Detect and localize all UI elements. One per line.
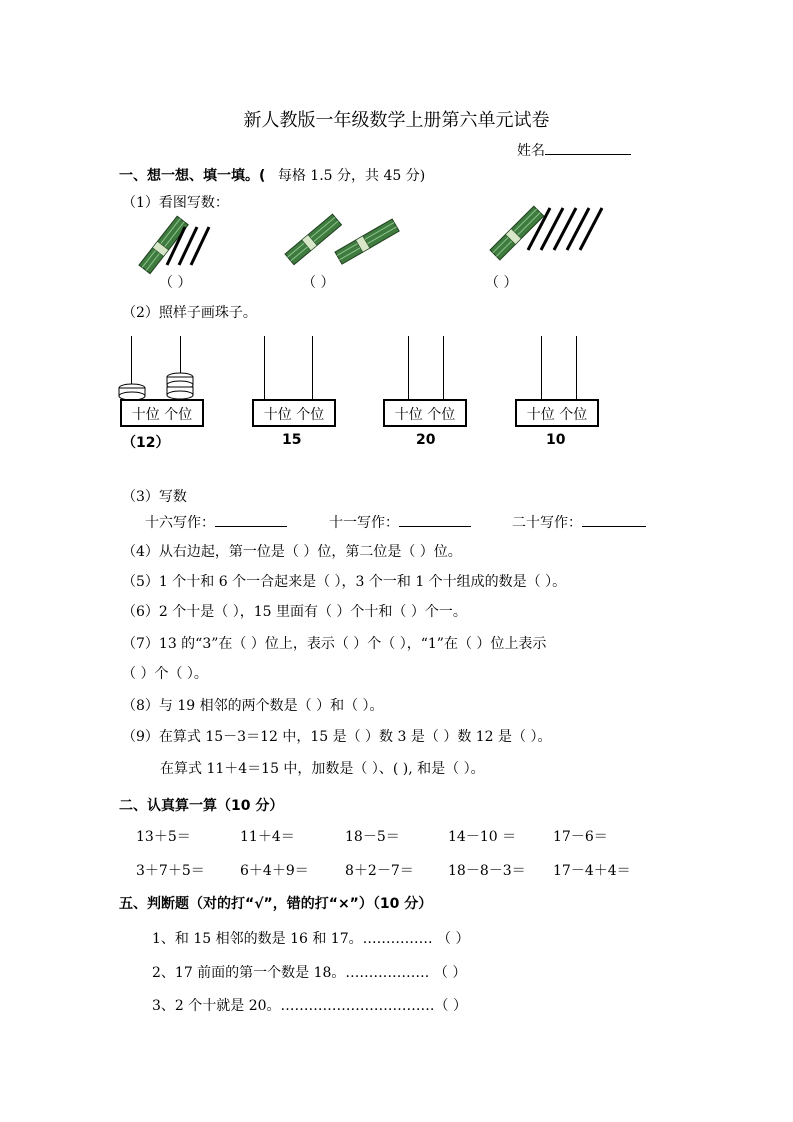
q1-blank-2[interactable]: （ ） [302,275,335,291]
calc-r2-4[interactable]: 18－8－3＝ [448,863,526,879]
q7-text-line2: （ ）个（ ）。 [122,666,208,682]
q3-label: （3）写数 [122,489,187,505]
q4-text: （4）从右边起，第一位是（ ）位，第二位是（ ）位。 [122,544,462,560]
q5-text: （5）1 个十和 6 个一合起来是（ ），3 个一和 1 个十组成的数是（ ）。 [122,574,567,590]
judge-item-2[interactable]: 2、17 前面的第一个数是 18。……………… （ ） [152,965,467,981]
bundle-2-image [283,210,403,260]
page-title: 新人教版一年级数学上册第六单元试卷 [243,110,550,131]
section5-heading: 五、判断题（对的打“√”，错的打“×”）（10 分） [119,896,433,912]
abacus2-number: 15 [282,432,302,448]
calc-r2-5[interactable]: 17－4＋4＝ [553,863,631,879]
q3-item-3[interactable]: 二十写作： [512,512,646,532]
judge-item-1[interactable]: 1、和 15 相邻的数是 16 和 17。…………… （ ） [152,931,470,947]
abacus4-tens-rod[interactable] [541,336,542,400]
bundle-3-image [486,198,616,258]
q8-text: （8）与 19 相邻的两个数是（ ）和（ ）。 [122,698,384,714]
abacus2-ones-rod[interactable] [312,336,313,400]
abacus2-tens-rod[interactable] [264,336,265,400]
q9-text-line2: 在算式 11＋4＝15 中，加数是（ ）、( ), 和是（ ）。 [160,761,485,777]
abacus2-box: 十位 个位 [252,399,336,427]
q1-blank-1[interactable]: （ ） [159,275,192,291]
calc-r1-1[interactable]: 13＋5＝ [136,829,191,845]
calc-r2-2[interactable]: 6＋4＋9＝ [240,863,309,879]
q7-text-line1: （7）13 的“3”在（ ）位上，表示（ ）个（ ），“1”在（ ）位上表示 [122,636,547,652]
abacus4-number: 10 [546,432,566,448]
abacus3-box: 十位 个位 [383,399,467,427]
q1-blank-3[interactable]: （ ） [485,275,518,291]
abacus4-ones-rod[interactable] [576,336,577,400]
calc-r1-4[interactable]: 14－10 ＝ [448,829,517,845]
calc-r1-2[interactable]: 11＋4＝ [240,829,295,845]
calc-r1-5[interactable]: 17－6＝ [553,829,608,845]
abacus4-box: 十位 个位 [515,399,599,427]
abacus3-ones-rod[interactable] [443,336,444,400]
calc-r2-3[interactable]: 8＋2－7＝ [345,863,414,879]
q2-label: （2）照样子画珠子。 [122,305,257,321]
abacus3-number: 20 [416,432,436,448]
abacus1-number: （12） [122,435,170,451]
bundle-1-image [135,215,225,270]
section2-heading: 二、认真算一算（10 分） [119,798,284,814]
q1-label: （1）看图写数： [122,195,229,211]
q9-text-line1: （9）在算式 15－3＝12 中，15 是（ ）数 3 是（ ）数 12 是（ ）。 [122,729,552,745]
judge-item-3[interactable]: 3、2 个十就是 20。……………………………（ ） [152,998,467,1014]
calc-r2-1[interactable]: 3＋7＋5＝ [136,863,205,879]
abacus1-box: 十位 个位 [120,399,204,427]
q3-item-2[interactable]: 十一写作： [329,512,471,532]
abacus3-tens-rod[interactable] [408,336,409,400]
calc-r1-3[interactable]: 18－5＝ [345,829,400,845]
q6-text: （6）2 个十是（ ），15 里面有（ ）个十和（ ）个一。 [122,604,467,620]
name-label: 姓名 [517,143,545,159]
name-underline [545,140,631,155]
q3-item-1[interactable]: 十六写作： [145,512,287,532]
name-field[interactable] [517,140,631,160]
section1-heading: 一、想一想、填一填。( 每格 1.5 分，共 45 分) [119,168,426,184]
